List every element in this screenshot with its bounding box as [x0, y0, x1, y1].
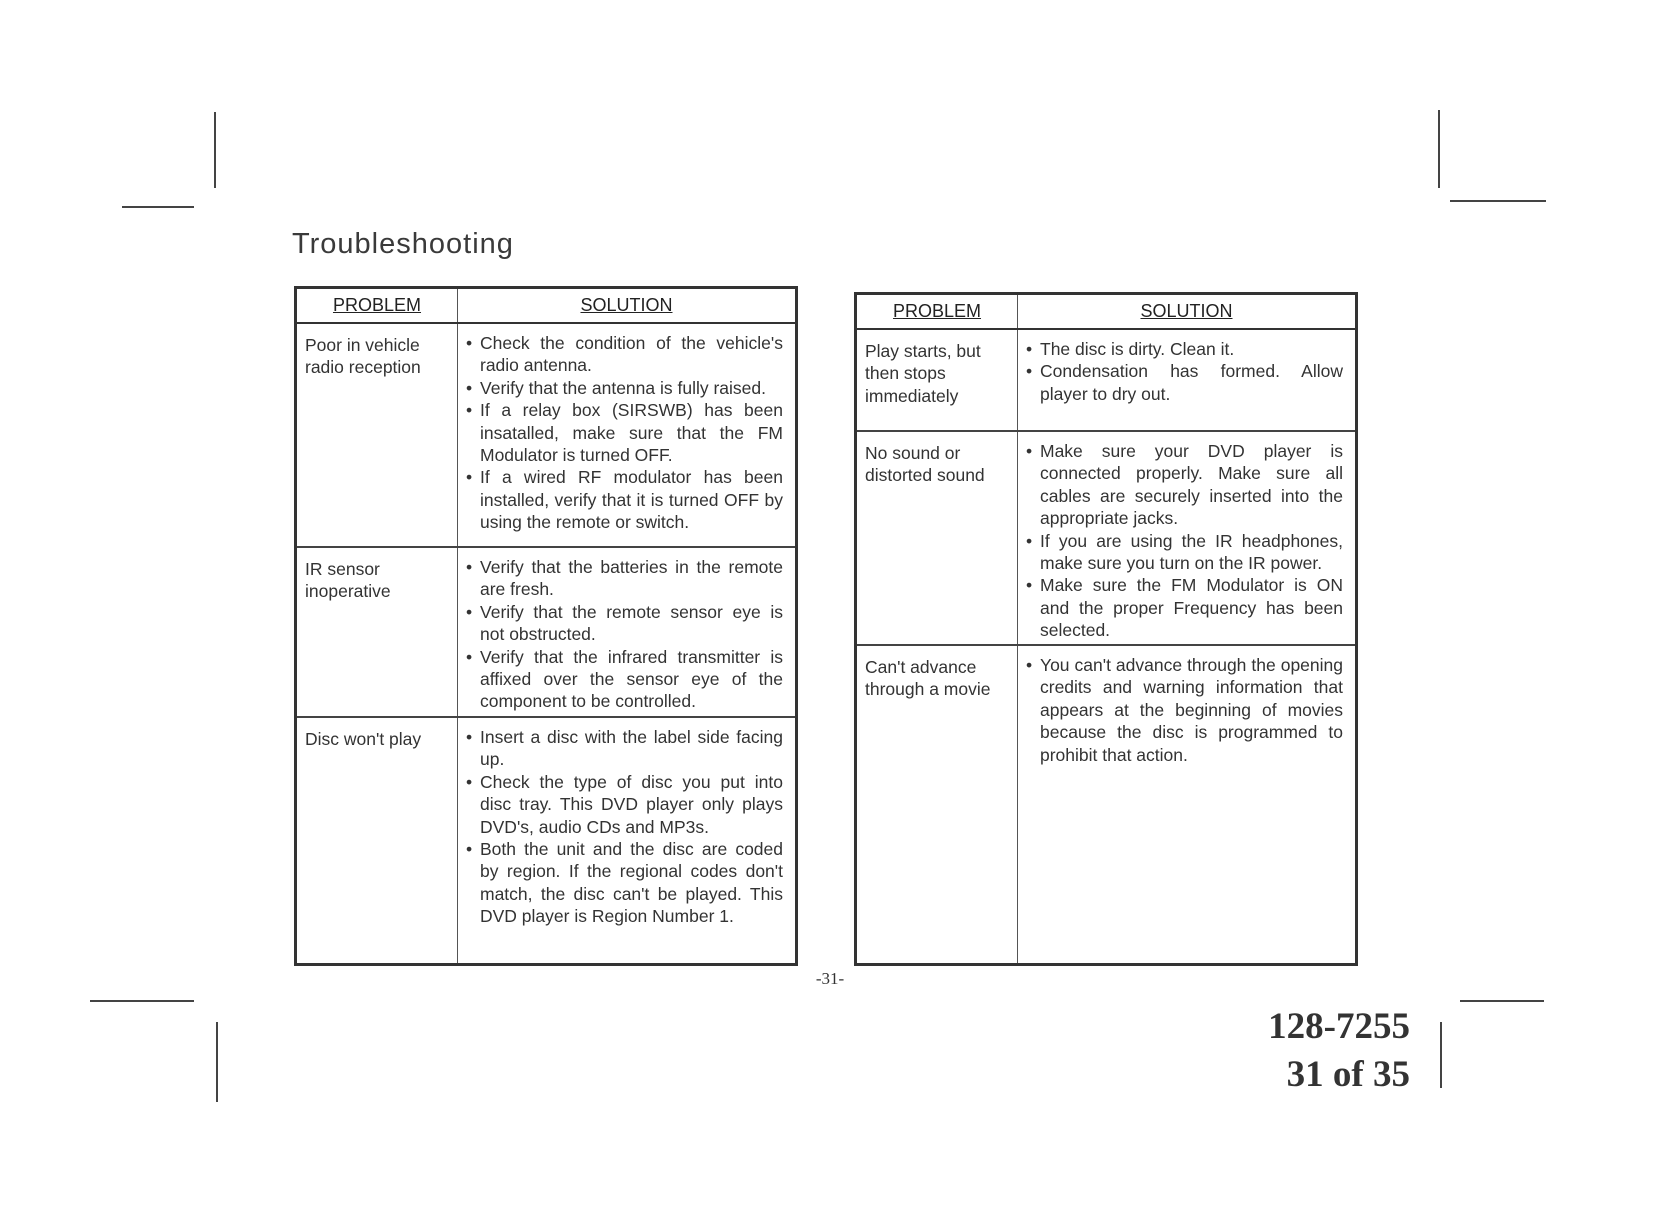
crop-mark	[122, 206, 194, 208]
problem-cell: Can't advance through a movie	[856, 645, 1018, 965]
solution-item: • If you are using the IR headphones, make sure you turn on the IR power.	[1026, 530, 1343, 575]
crop-mark	[214, 112, 216, 188]
page-title: Troubleshooting	[292, 228, 514, 260]
solution-item: • Check the condition of the vehicle's radio antenna.	[466, 332, 783, 377]
problem-header: PROBLEM	[856, 294, 1018, 330]
solution-list	[1026, 440, 1343, 642]
crop-mark	[1440, 1022, 1442, 1088]
solution-list	[466, 556, 783, 713]
solution-item: • The disc is dirty. Clean it.	[1026, 338, 1343, 360]
crop-mark	[90, 1000, 194, 1002]
solution-cell	[1018, 431, 1357, 645]
table-row	[856, 329, 1357, 431]
solution-item: • If a relay box (SIRSWB) has been insatalled, make sure that the FM Modulator is turned OFF.	[466, 399, 783, 466]
solution-item: • Make sure the FM Modulator is ON and the proper Frequency has been selected.	[1026, 574, 1343, 641]
solution-item: • Condensation has formed. Allow player to dry out.	[1026, 360, 1343, 405]
solution-header: SOLUTION	[458, 288, 797, 324]
table-row	[856, 645, 1357, 965]
problem-cell: Play starts, but then stops immediately	[856, 329, 1018, 431]
solution-item: • Insert a disc with the label side facing up.	[466, 726, 783, 771]
solution-item: • If a wired RF modulator has been installed, verify that it is turned OFF by using the remote or switch.	[466, 466, 783, 533]
problem-cell: Disc won't play	[296, 717, 458, 965]
solution-cell	[1018, 329, 1357, 431]
problem-cell: No sound or distorted sound	[856, 431, 1018, 645]
solution-item: • You can't advance through the opening credits and warning information that appears at the beginning of movies because the disc is programmed to prohibit that action.	[1026, 654, 1343, 766]
troubleshooting-table-left	[294, 286, 798, 966]
page-of-count: 31 of 35	[1286, 1054, 1410, 1095]
solution-list	[1026, 338, 1343, 405]
page-number: -31-	[815, 969, 845, 988]
problem-cell: Poor in vehicle radio reception	[296, 323, 458, 547]
problem-cell: IR sensor inoperative	[296, 547, 458, 717]
table-row	[296, 323, 797, 547]
solution-cell	[458, 547, 797, 717]
troubleshooting-table-right	[854, 292, 1358, 966]
table-row	[296, 717, 797, 965]
solution-cell	[1018, 645, 1357, 965]
solution-item: • Both the unit and the disc are coded by region. If the regional codes don't match, the disc can't be played. This DVD player is Region Number 1.	[466, 838, 783, 928]
solution-list	[1026, 654, 1343, 766]
crop-mark	[1438, 110, 1440, 188]
solution-item: • Verify that the batteries in the remote are fresh.	[466, 556, 783, 601]
table-row	[296, 547, 797, 717]
solution-item: • Make sure your DVD player is connected properly. Make sure all cables are securely inserted into the appropriate jacks.	[1026, 440, 1343, 530]
solution-item: • Check the type of disc you put into disc tray. This DVD player only plays DVD's, audio CDs and MP3s.	[466, 771, 783, 838]
crop-mark	[1450, 200, 1546, 202]
solution-cell	[458, 323, 797, 547]
solution-list	[466, 726, 783, 928]
solution-cell	[458, 717, 797, 965]
solution-header: SOLUTION	[1018, 294, 1357, 330]
problem-header: PROBLEM	[296, 288, 458, 324]
table-row	[856, 431, 1357, 645]
document-number: 128-7255	[1268, 1006, 1410, 1047]
document-number-block	[1268, 1003, 1410, 1099]
crop-mark	[1460, 1000, 1544, 1002]
solution-item: • Verify that the remote sensor eye is not obstructed.	[466, 601, 783, 646]
crop-mark	[216, 1022, 218, 1102]
solution-list	[466, 332, 783, 534]
solution-item: • Verify that the antenna is fully raised.	[466, 377, 783, 399]
solution-item: • Verify that the infrared transmitter is affixed over the sensor eye of the component to be controlled.	[466, 646, 783, 713]
